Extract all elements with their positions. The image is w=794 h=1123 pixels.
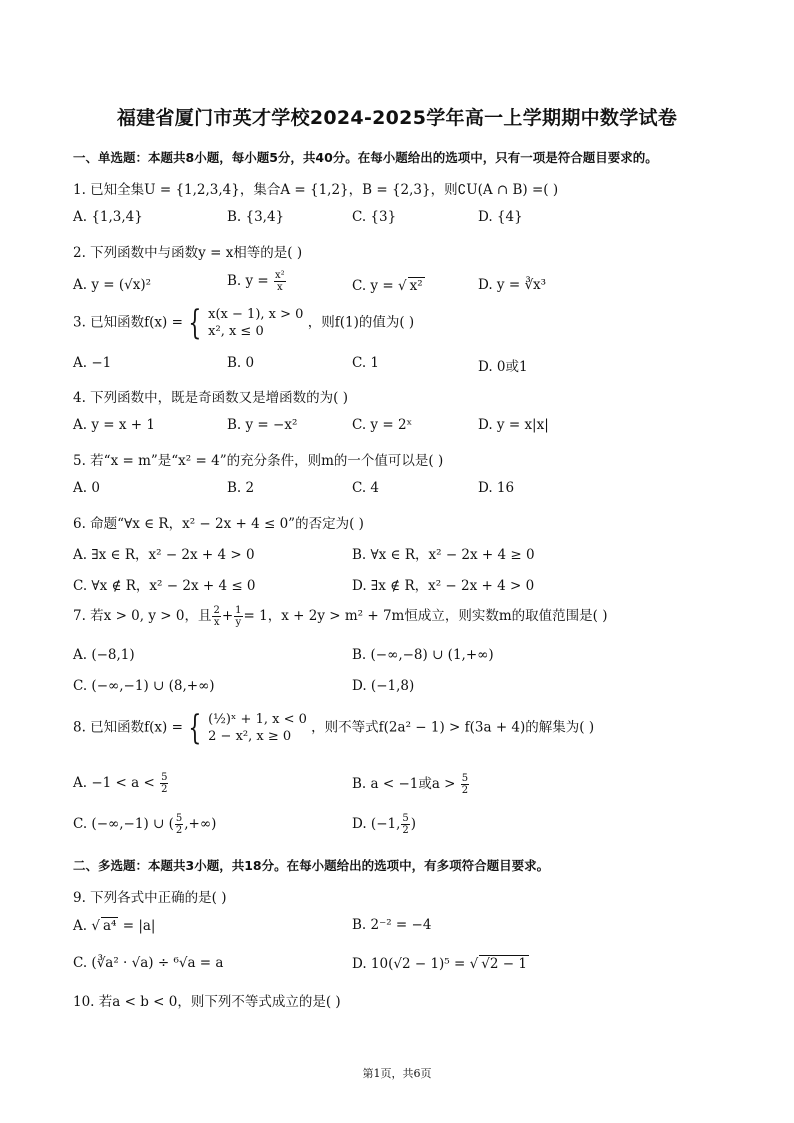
- q9-option-d: D. 10(√2 − 1)⁵ = √ √2 − 1: [352, 956, 527, 972]
- q9-option-a: A. √ a⁴ = |a|: [73, 918, 156, 934]
- q3-option-c: C. 1: [352, 355, 380, 371]
- question-8: 8. 已知函数f(x) = { (½)ˣ + 1, x < 0 2 − x², x ≥ 0 ，则不等式f(2a² − 1) > f(3a + 4)的解集为( ): [73, 708, 595, 748]
- q5-option-a: A. 0: [73, 480, 100, 496]
- q1-option-c: C. {3}: [352, 209, 397, 225]
- question-4: 4. 下列函数中，既是奇函数又是增函数的为( ): [73, 390, 348, 406]
- q6-option-b: B. ∀x ∈ R，x² − 2x + 4 ≥ 0: [352, 547, 535, 563]
- q2-option-b-fraction: $\frac{\text{x²}}{x}$: [275, 270, 285, 293]
- question-7: 7. 若x > 0, y > 0，且 $\frac{2}{x}$ + $\frac{1}{y}$ = 1，x + 2y > m² + 7m恒成立，则实数m的取值范围是( ): [73, 605, 608, 628]
- q2-option-d: D. y = ∛x³: [478, 277, 547, 293]
- q8-option-b: B. a < −1或a > $\frac{5}{2}$: [352, 773, 469, 796]
- q9-option-b: B. 2⁻² = −4: [352, 917, 432, 933]
- q4-option-c: C. y = 2ˣ: [352, 417, 413, 433]
- question-2: 2. 下列函数中与函数y = x相等的是( ): [73, 245, 303, 261]
- q8-option-d: D. (−1, $\frac{5}{2}$ ): [352, 813, 417, 836]
- q4-option-a: A. y = x + 1: [73, 417, 155, 433]
- q7-option-b: B. (−∞,−8) ∪ (1,+∞): [352, 647, 494, 663]
- q8-piecewise: (½)ˣ + 1, x < 0 2 − x², x ≥ 0: [208, 712, 307, 744]
- question-1: 1. 已知全集U = {1,2,3,4}，集合A = {1,2}，B = {2,3}，则∁U(A ∩ B) =( ): [73, 182, 559, 198]
- q6-option-c: C. ∀x ∉ R，x² − 2x + 4 ≤ 0: [73, 578, 256, 594]
- q3-option-a: A. −1: [73, 355, 112, 371]
- q1-option-d: D. {4}: [478, 209, 523, 225]
- page-title: 福建省厦门市英才学校2024-2025学年高一上学期期中数学试卷: [116, 107, 678, 129]
- q7-option-d: D. (−1,8): [352, 678, 415, 694]
- question-9: 9. 下列各式中正确的是( ): [73, 890, 227, 906]
- q5-option-d: D. 16: [478, 480, 515, 496]
- q8-option-c: C. (−∞,−1) ∪ ( $\frac{5}{2}$ ,+∞): [73, 813, 217, 836]
- q6-option-a: A. ∃x ∈ R，x² − 2x + 4 > 0: [73, 547, 255, 563]
- q3-option-b: B. 0: [227, 355, 255, 371]
- section-1-heading: 一、单选题：本题共8小题，每小题5分，共40分。在每小题给出的选项中，只有一项是符合题目要求的。: [73, 150, 658, 165]
- q4-option-d: D. y = x|x|: [478, 417, 549, 433]
- question-6: 6. 命题“∀x ∈ R，x² − 2x + 4 ≤ 0”的否定为( ): [73, 516, 364, 532]
- q3-piecewise: x(x − 1), x > 0 x², x ≤ 0: [208, 307, 304, 339]
- q5-option-b: B. 2: [227, 480, 255, 496]
- q9-option-c: C. (∛a² · √a) ÷ ⁶√a = a: [73, 955, 224, 971]
- q7-option-c: C. (−∞,−1) ∪ (8,+∞): [73, 678, 215, 694]
- q7-option-a: A. (−8,1): [73, 647, 135, 663]
- q1-option-a: A. {1,3,4}: [73, 209, 143, 225]
- q4-option-b: B. y = −x²: [227, 417, 298, 433]
- question-5: 5. 若“x = m”是“x² = 4”的充分条件，则m的一个值可以是( ): [73, 453, 444, 469]
- question-10: 10. 若a < b < 0，则下列不等式成立的是( ): [73, 994, 341, 1010]
- q2-option-c: C. y = √ x²: [352, 278, 423, 294]
- q6-option-d: D. ∃x ∉ R，x² − 2x + 4 > 0: [352, 578, 535, 594]
- section-2-heading: 二、多选题：本题共3小题，共18分。在每小题给出的选项中，有多项符合题目要求。: [73, 858, 550, 873]
- q1-option-b: B. {3,4}: [227, 209, 285, 225]
- page-footer: 第1页，共6页: [362, 1067, 432, 1080]
- q8-option-a: A. −1 < a < $\frac{5}{2}$: [73, 772, 168, 795]
- q3-option-d: D. 0或1: [478, 359, 528, 375]
- question-3: 3. 已知函数f(x) = { x(x − 1), x > 0 x², x ≤ 0 ，则f(1)的值为( ): [73, 303, 415, 343]
- q5-option-c: C. 4: [352, 480, 380, 496]
- q2-option-a: A. y = (√x)²: [73, 277, 152, 293]
- q2-option-b: B. y = $\frac{\text{x²}}{x}$: [227, 270, 285, 293]
